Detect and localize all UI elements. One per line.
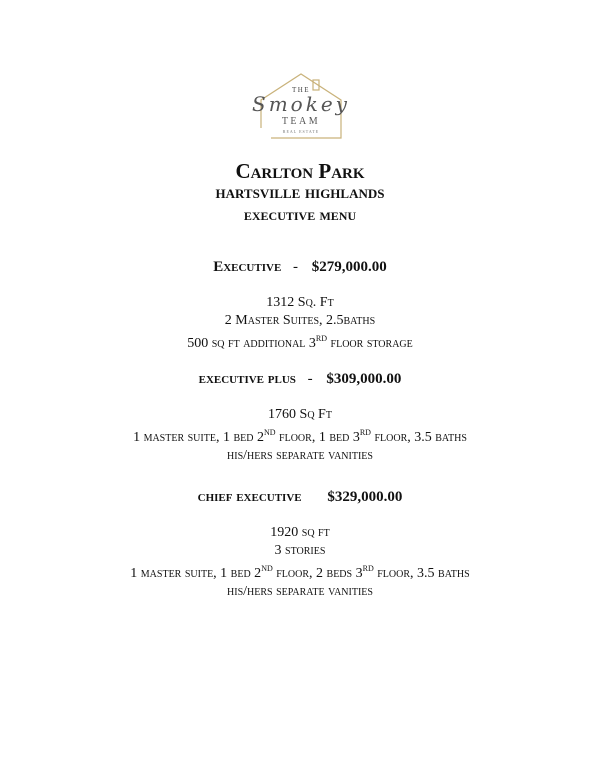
executive-heading xyxy=(0,258,600,276)
rooms: 1 master suite, 1 bed 2ND floor, 2 beds 3RD floor, 3.5 baths xyxy=(130,564,470,581)
storage: 500 sq ft additional 3RD floor storage xyxy=(187,334,413,351)
logo-real-estate: REAL ESTATE xyxy=(282,129,320,134)
separator: - xyxy=(293,259,299,275)
plan-price: $309,000.00 xyxy=(326,371,402,387)
rooms: 1 master suite, 1 bed 2ND floor, 1 bed 3RD floor, 3.5 baths xyxy=(133,428,467,445)
chief-executive-details xyxy=(0,524,600,601)
square-footage: 1920 sq ft xyxy=(270,525,330,540)
executive-plus-heading xyxy=(0,370,600,388)
plan-name: chief executive xyxy=(197,489,302,505)
subdivision-name: hartsville highlands xyxy=(215,182,385,203)
stories: 3 stories xyxy=(274,543,326,558)
plan-price: $329,000.00 xyxy=(327,489,403,505)
executive-section xyxy=(0,258,600,353)
chief-executive-section xyxy=(0,488,600,601)
title-block xyxy=(0,160,600,226)
logo-the: THE xyxy=(291,86,311,94)
logo-smokey: Smokey xyxy=(252,92,350,116)
square-footage: 1312 Sq. Ft xyxy=(266,295,334,310)
logo-team: TEAM xyxy=(281,116,321,127)
smokey-team-logo xyxy=(249,70,353,140)
plan-price: $279,000.00 xyxy=(311,259,387,275)
executive-plus-section xyxy=(0,370,600,465)
community-name: Carlton Park xyxy=(235,159,365,183)
separator: - xyxy=(307,371,313,387)
plan-name: Executive xyxy=(213,259,282,275)
vanities: his/hers separate vanities xyxy=(227,448,373,463)
square-footage: 1760 Sq Ft xyxy=(268,407,332,422)
menu-title: executive menu xyxy=(243,205,357,224)
executive-plus-details xyxy=(0,406,600,465)
suites: 2 Master Suites, 2.5baths xyxy=(224,313,376,328)
vanities: his/hers separate vanities xyxy=(227,584,373,599)
plan-name: executive plus xyxy=(198,371,296,387)
executive-details xyxy=(0,294,600,353)
chief-executive-heading xyxy=(0,488,600,506)
